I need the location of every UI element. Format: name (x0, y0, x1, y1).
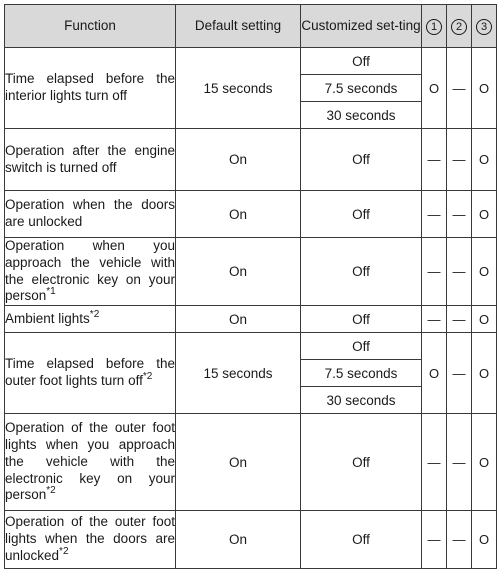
availability-col-3-cell: O (472, 414, 497, 511)
header-col-1 (422, 5, 447, 48)
table-row (5, 333, 497, 360)
table-row (5, 511, 497, 569)
customized-option-cell: Off (301, 48, 422, 75)
availability-col-2-cell: — (447, 48, 472, 129)
availability-col-1-cell: — (422, 129, 447, 191)
function-cell (5, 48, 176, 129)
availability-col-1-cell: — (422, 306, 447, 333)
function-text: Time elapsed before the outer foot lights turn off (5, 356, 175, 389)
table-row (5, 48, 497, 75)
circled-3-icon: 3 (476, 19, 492, 35)
table-row (5, 414, 497, 511)
function-text: Operation of the outer foot lights when the doors are unlocked (5, 514, 175, 564)
header-customized-setting: Customized set-ting (301, 5, 422, 48)
default-setting-cell: On (176, 511, 301, 569)
table-row (5, 191, 497, 238)
customized-option-cell: Off (301, 191, 422, 238)
header-default-setting: Default setting (176, 5, 301, 48)
function-text: Time elapsed before the interior lights turn off (5, 71, 175, 103)
function-cell (5, 333, 176, 414)
availability-col-2-cell: — (447, 238, 472, 306)
footnote-marker: *2 (142, 371, 153, 383)
function-text: Operation when you approach the vehicle with the electronic key on your person (5, 238, 175, 304)
customized-option-cell: 7.5 seconds (301, 75, 422, 102)
circled-2-icon: 2 (451, 19, 467, 35)
function-cell (5, 238, 176, 306)
customized-option-cell: Off (301, 306, 422, 333)
footnote-marker: *1 (46, 286, 56, 298)
availability-col-1-cell: — (422, 511, 447, 569)
header-col-3 (472, 5, 497, 48)
header-col-2 (447, 5, 472, 48)
circled-1-icon: 1 (426, 19, 442, 35)
availability-col-2-cell: — (447, 306, 472, 333)
customized-option-cell: 30 seconds (301, 102, 422, 129)
footnote-marker: *2 (46, 485, 56, 497)
availability-col-3-cell: O (472, 306, 497, 333)
availability-col-2-cell: — (447, 414, 472, 511)
availability-col-1-cell: O (422, 48, 447, 129)
customized-option-cell: 7.5 seconds (301, 360, 422, 387)
function-cell (5, 129, 176, 191)
availability-col-1-cell: O (422, 333, 447, 414)
default-setting-cell: 15 seconds (176, 48, 301, 129)
availability-col-2-cell: — (447, 129, 472, 191)
availability-col-3-cell: O (472, 333, 497, 414)
table-row (5, 306, 497, 333)
default-setting-cell: On (176, 306, 301, 333)
header-function: Function (5, 5, 176, 48)
function-text: Operation of the outer foot lights when you approach the vehicle with the electronic key on your person (5, 420, 175, 503)
availability-col-2-cell: — (447, 511, 472, 569)
function-cell (5, 191, 176, 238)
default-setting-cell: On (176, 414, 301, 511)
availability-col-3-cell: O (472, 191, 497, 238)
customized-option-cell: Off (301, 238, 422, 306)
table-row (5, 129, 497, 191)
availability-col-1-cell: — (422, 414, 447, 511)
default-setting-cell: 15 seconds (176, 333, 301, 414)
availability-col-3-cell: O (472, 238, 497, 306)
availability-col-2-cell: — (447, 191, 472, 238)
availability-col-1-cell: — (422, 238, 447, 306)
customized-option-cell: Off (301, 333, 422, 360)
availability-col-1-cell: — (422, 191, 447, 238)
customized-option-cell: Off (301, 511, 422, 569)
function-cell (5, 511, 176, 569)
customized-option-cell: 30 seconds (301, 387, 422, 414)
availability-col-2-cell: — (447, 333, 472, 414)
default-setting-cell: On (176, 238, 301, 306)
function-cell (5, 306, 176, 333)
availability-col-3-cell: O (472, 511, 497, 569)
header-row (5, 5, 497, 48)
function-text: Operation when the doors are unlocked (5, 197, 175, 229)
availability-col-3-cell: O (472, 48, 497, 129)
availability-col-3-cell: O (472, 129, 497, 191)
function-cell (5, 414, 176, 511)
default-setting-cell: On (176, 191, 301, 238)
footnote-marker: *2 (59, 546, 69, 558)
default-setting-cell: On (176, 129, 301, 191)
table-row (5, 238, 497, 306)
footnote-marker: *2 (89, 308, 100, 320)
customized-option-cell: Off (301, 414, 422, 511)
customized-option-cell: Off (301, 129, 422, 191)
settings-table (4, 4, 497, 569)
function-text: Ambient lights (5, 310, 90, 326)
function-text: Operation after the engine switch is turned off (5, 142, 175, 175)
